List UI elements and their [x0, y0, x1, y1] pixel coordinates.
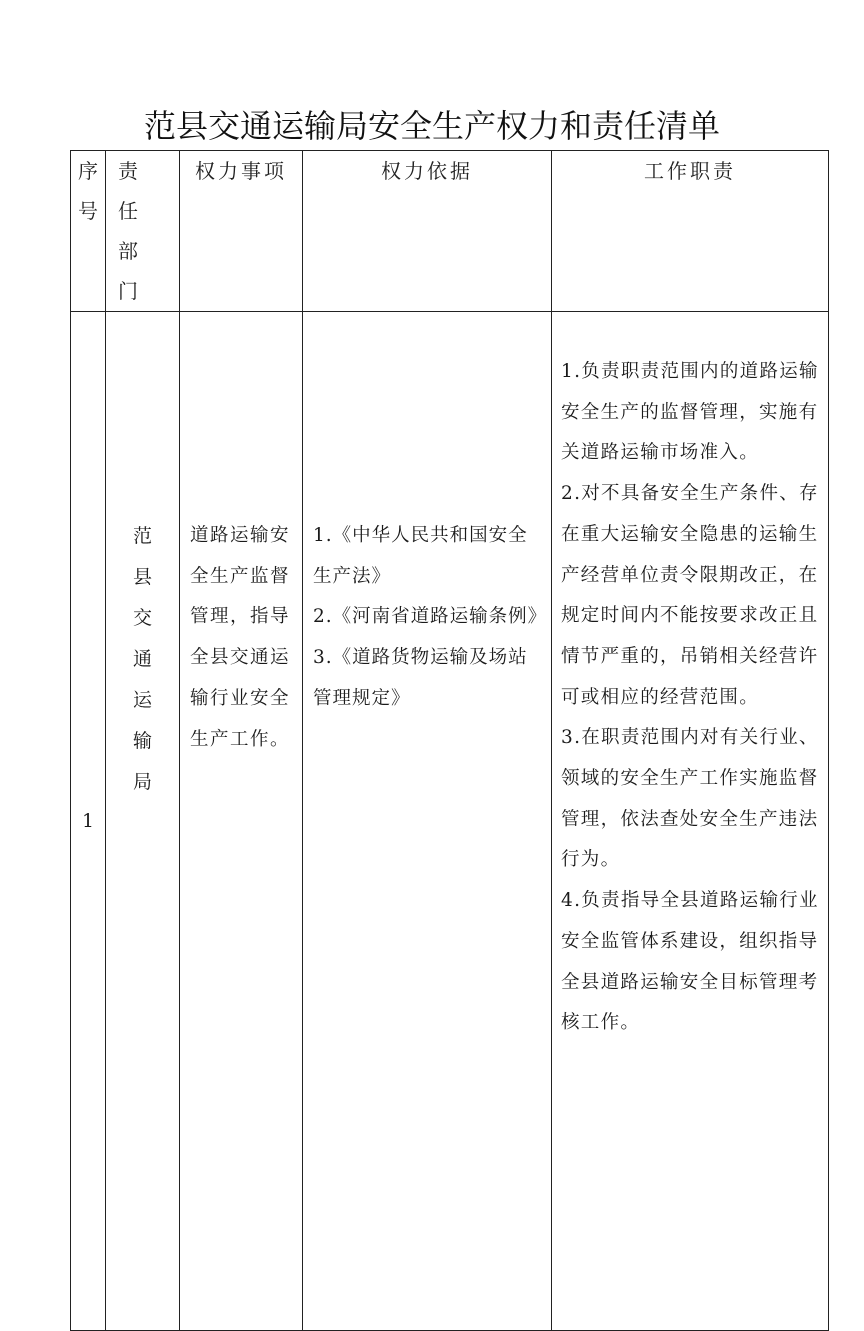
header-seq-line-2: 号: [78, 199, 98, 223]
department-char: 交: [132, 607, 152, 629]
duty-item: 4.负责指导全县道路运输行业安全监管体系建设，组织指导全县道路运输安全目标管理考核工作。: [561, 890, 819, 1034]
header-work-duty: 工作职责: [552, 151, 829, 312]
cell-seq: 1: [71, 312, 106, 1331]
header-department-line-1: 责 任: [118, 159, 158, 223]
document-title: 范县交通运输局安全生产权力和责任清单: [143, 107, 720, 145]
basis-item: 1.《中华人民共和国安全生产法》: [313, 525, 528, 587]
duty-item: 2.对不具备安全生产条件、存在重大运输安全隐患的运输生产经营单位责令限期改正，在规定时间内不能按要求改正且情节严重的，吊销相关经营许可或相应的经营范围。: [561, 483, 819, 708]
responsibility-table: [70, 150, 829, 1331]
header-power-basis: 权力依据: [303, 151, 552, 312]
department-char: 局: [132, 771, 152, 793]
header-department: [106, 151, 180, 312]
basis-item: 2.《河南省道路运输条例》: [313, 606, 548, 628]
header-seq: [71, 151, 106, 312]
cell-department: [106, 312, 180, 1331]
duty-item: 3.在职责范围内对有关行业、领域的安全生产工作实施监督管理，依法查处安全生产违法行为。: [561, 727, 819, 871]
cell-power-matter: 道路运输安全生产监督管理，指导全县交通运输行业安全生产工作。: [180, 312, 303, 1331]
table-header-row: [71, 151, 829, 312]
department-char: 通: [132, 648, 152, 670]
header-department-line-2: 部 门: [118, 239, 158, 303]
header-power-matter: 权力事项: [180, 151, 303, 312]
department-char: 运: [132, 689, 152, 711]
table-row: [71, 312, 829, 1331]
header-seq-line-1: 序: [78, 159, 98, 183]
basis-item: 3.《道路货物运输及场站管理规定》: [313, 647, 528, 709]
department-char: 县: [132, 566, 152, 588]
department-char: 输: [132, 730, 152, 752]
cell-work-duty: [552, 312, 829, 1331]
duty-item: 1.负责职责范围内的道路运输安全生产的监督管理，实施有关道路运输市场准入。: [561, 361, 819, 464]
department-char: 范: [132, 525, 152, 547]
cell-power-basis: [303, 312, 552, 1331]
